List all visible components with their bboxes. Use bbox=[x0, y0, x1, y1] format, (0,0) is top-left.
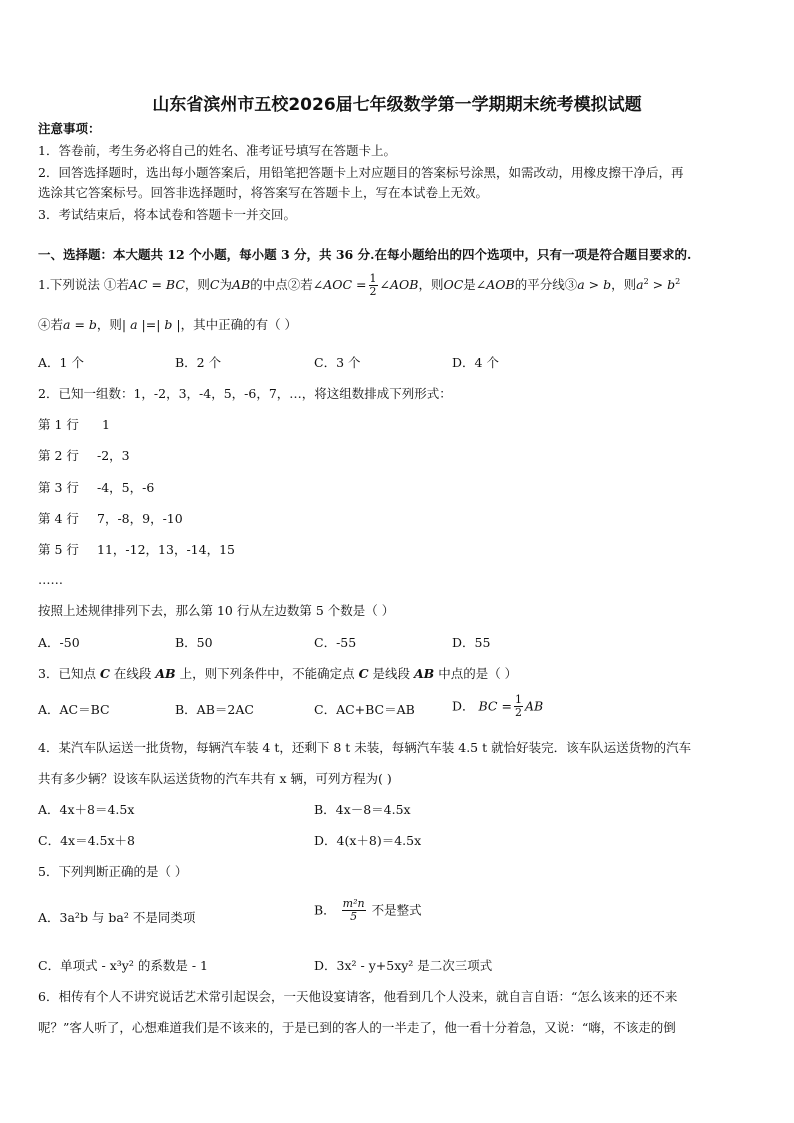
q1-math: a bbox=[636, 277, 644, 292]
q3-option-a: A．AC＝BC bbox=[38, 702, 110, 717]
q2-row-value: 7，-8，9，-10 bbox=[97, 511, 183, 526]
option-label: A． bbox=[38, 910, 60, 925]
q2-row-label: 第 4 行 bbox=[38, 511, 79, 526]
q5-option-c: C．单项式 - x³y² 的系数是 - 1 bbox=[38, 958, 208, 973]
q1-text: ④若 bbox=[38, 317, 64, 332]
q2-row-value: 11，-12，13，-14，15 bbox=[97, 542, 235, 557]
q2-row-label: 第 1 行 bbox=[38, 417, 79, 432]
q2-row-label: 第 2 行 bbox=[38, 448, 79, 463]
q2-option-c: C．-55 bbox=[314, 635, 357, 650]
numerator: 1 bbox=[514, 693, 522, 706]
q4-option-c: C．4x＝4.5x＋8 bbox=[38, 833, 135, 848]
q2-option-a: A．-50 bbox=[38, 635, 80, 650]
question-1-stem-cont bbox=[38, 317, 297, 333]
q1-text: ，则 bbox=[96, 317, 122, 332]
q3-fraction bbox=[514, 694, 523, 719]
q1-math: a > b bbox=[577, 277, 612, 292]
q4-option-a: A．4x＋8＝4.5x bbox=[38, 802, 135, 817]
option-text: 不是整式 bbox=[371, 902, 422, 918]
option-label: D． bbox=[452, 698, 475, 714]
q1-fraction bbox=[369, 273, 378, 298]
notice-item-2-cont: 选涂其它答案标号。回答非选择题时，将答案写在答题卡上，写在本试卷上无效。 bbox=[38, 185, 489, 200]
q1-math: ∠AOB bbox=[379, 277, 419, 292]
q1-math: > b bbox=[648, 277, 676, 292]
q1-text: ，则 bbox=[611, 277, 637, 292]
q1-option-b: B．2 个 bbox=[175, 355, 222, 370]
q3-text: 中点的是（ ） bbox=[434, 666, 518, 681]
q2-row-label: 第 5 行 bbox=[38, 542, 79, 557]
exam-title: 山东省滨州市五校2026届七年级数学第一学期期末统考模拟试题 bbox=[152, 95, 642, 115]
q2-option-b: B．50 bbox=[175, 635, 213, 650]
q4-option-d: D．4(x＋8)＝4.5x bbox=[314, 833, 422, 848]
notice-item-1: 1．答卷前，考生务必将自己的姓名、准考证号填写在答题卡上。 bbox=[38, 143, 396, 158]
q3-text: 是线段 bbox=[368, 666, 414, 681]
q3-math: BC = bbox=[478, 698, 512, 714]
q3-option-c: C．AC+BC＝AB bbox=[314, 702, 415, 717]
q5-fraction bbox=[342, 898, 366, 923]
question-4-line-1: 4．某汽车队运送一批货物，每辆汽车装 4 t，还剩下 8 t 未装，每辆汽车装 4.5 t 就恰好装完．该车队运送货物的汽车 bbox=[38, 740, 692, 755]
question-6-line-2: 呢？”客人听了，心想难道我们是不该来的，于是已到的客人的一半走了，他一看十分着急，又说：“嗨，不该走的倒 bbox=[38, 1020, 676, 1035]
q2-ellipsis: …… bbox=[38, 572, 63, 587]
option-text: 3a²b 与 ba² 不是同类项 bbox=[59, 910, 196, 925]
q1-option-d: D．4 个 bbox=[452, 355, 499, 370]
option-label: B． bbox=[314, 902, 336, 918]
question-3-stem bbox=[38, 666, 517, 682]
question-4-line-2: 共有多少辆？设该车队运送货物的汽车共有 x 辆，可列方程为( ) bbox=[38, 771, 392, 786]
denominator: 2 bbox=[369, 285, 377, 298]
q1-text: 1.下列说法 ①若 bbox=[38, 277, 129, 292]
numerator: 1 bbox=[369, 272, 377, 285]
denominator: 5 bbox=[350, 910, 358, 923]
notice-item-3: 3．考试结束后，将本试卷和答题卡一并交回。 bbox=[38, 207, 296, 222]
q1-math: ∠AOB bbox=[475, 277, 515, 292]
q1-text: ，则 bbox=[418, 277, 444, 292]
q2-row-label: 第 3 行 bbox=[38, 480, 79, 495]
q1-math: a = b bbox=[63, 317, 97, 332]
q1-text: 是 bbox=[463, 277, 476, 292]
q2-row-value: -2，3 bbox=[97, 448, 130, 463]
q5-option-a bbox=[38, 910, 195, 926]
q2-row-value: -4，5，-6 bbox=[97, 480, 155, 495]
q5-option-d: D．3x² - y+5xy² 是二次三项式 bbox=[314, 958, 493, 973]
q5-option-b bbox=[314, 898, 422, 923]
question-5-stem: 5．下列判断正确的是（ ） bbox=[38, 864, 188, 879]
q3-math: AB bbox=[155, 666, 176, 681]
q3-text: 在线段 bbox=[109, 666, 156, 681]
q1-text: 的平分线③ bbox=[514, 277, 578, 292]
q1-math: ∠AOC = bbox=[312, 277, 367, 292]
notice-item-2: 2．回答选择题时，选出每小题答案后，用铅笔把答题卡上对应题目的答案标号涂黑，如需改动，用橡皮擦干净后，再 bbox=[38, 165, 684, 180]
q3-math: AB bbox=[524, 698, 544, 714]
numerator: m²n bbox=[342, 897, 365, 910]
q1-exponent: 2 bbox=[643, 277, 649, 286]
notice-heading: 注意事项： bbox=[38, 121, 101, 136]
q1-math: OC bbox=[443, 277, 464, 292]
q3-option-d bbox=[452, 694, 543, 719]
question-6-line-1: 6．相传有个人不讲究说话艺术常引起误会，一天他设宴请客，他看到几个人没来，就自言自语：“怎么该来的还不来 bbox=[38, 989, 678, 1004]
q2-row-value: 1 bbox=[102, 417, 110, 432]
q2-option-d: D．55 bbox=[452, 635, 491, 650]
q1-text: ，则 bbox=[184, 277, 210, 292]
q3-math: C bbox=[99, 666, 110, 681]
q1-text: ，其中正确的有（ ） bbox=[180, 317, 298, 332]
denominator: 2 bbox=[514, 706, 522, 719]
question-1-stem bbox=[38, 273, 680, 298]
section-heading: 一、选择题：本大题共 12 个小题，每小题 3 分，共 36 分.在每小题给出的四个选项中，只有一项是符合题目要求的. bbox=[38, 247, 692, 262]
question-2-stem: 2．已知一组数：1，-2，3，-4，5，-6，7，…，将这组数排成下列形式： bbox=[38, 386, 452, 401]
question-2-question: 按照上述规律排列下去，那么第 10 行从左边数第 5 个数是（ ） bbox=[38, 603, 395, 618]
q4-option-b: B．4x－8＝4.5x bbox=[314, 802, 411, 817]
q1-option-c: C．3 个 bbox=[314, 355, 361, 370]
q1-text: 的中点②若 bbox=[250, 277, 313, 292]
q3-math: C bbox=[358, 666, 369, 681]
q3-math: AB bbox=[413, 666, 435, 681]
q3-text: 上，则下列条件中，不能确定点 bbox=[175, 666, 359, 681]
q1-option-a: A．1 个 bbox=[38, 355, 84, 370]
q3-option-b: B．AB＝2AC bbox=[175, 702, 254, 717]
q1-math: AC = BC bbox=[128, 277, 185, 292]
q1-math: AB bbox=[232, 277, 251, 292]
q1-text: 为 bbox=[219, 277, 233, 292]
q3-text: 3．已知点 bbox=[38, 666, 100, 681]
q1-math: C bbox=[209, 277, 220, 292]
q1-math: | a |=| b | bbox=[121, 317, 181, 332]
q1-exponent: 2 bbox=[675, 277, 681, 286]
